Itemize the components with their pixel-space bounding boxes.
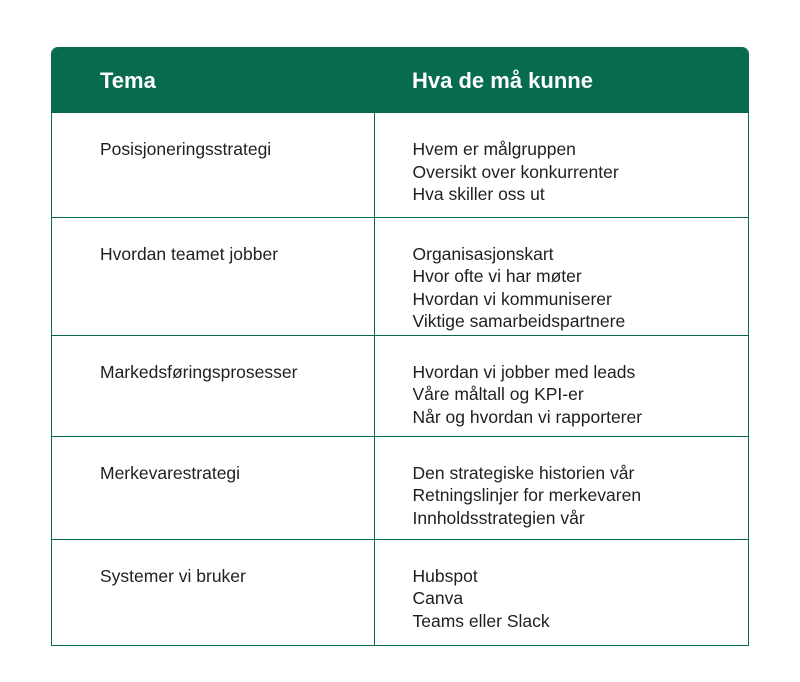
skill-item: Hva skiller oss ut [412, 184, 545, 204]
table-row [52, 335, 749, 436]
table-header-row [52, 48, 749, 113]
skill-item: Den strategiske historien vår [412, 462, 635, 483]
skill-item: Oversikt over konkurrenter [412, 161, 619, 182]
skill-item: Hvordan vi jobber med leads [412, 361, 636, 382]
table-row [52, 436, 749, 539]
row-skills [374, 539, 749, 645]
skill-item: Organisasjonskart [412, 243, 554, 264]
topics-table [52, 48, 749, 645]
skill-item: Hvordan vi kommuniserer [412, 288, 612, 309]
table-row [52, 217, 749, 335]
skill-item: Hvor ofte vi har møter [412, 266, 582, 286]
row-skills [374, 113, 749, 217]
header-topic: Tema [100, 67, 156, 93]
skill-item: Canva [412, 588, 464, 608]
skill-item: Våre måltall og KPI-er [412, 384, 584, 404]
table-row [52, 539, 749, 645]
row-topic: Hvordan teamet jobber [52, 217, 374, 335]
skill-item: Hvem er målgruppen [412, 139, 576, 159]
row-topic: Systemer vi bruker [52, 539, 374, 645]
onboarding-table [51, 47, 749, 646]
row-topic: Merkevarestrategi [52, 436, 374, 539]
table-row [52, 113, 749, 217]
skill-item: Hubspot [412, 565, 478, 586]
row-skills [374, 217, 749, 335]
skill-item: Retningslinjer for merkevaren [412, 485, 642, 505]
row-skills [374, 335, 749, 436]
header-skills: Hva de må kunne [412, 67, 593, 93]
skill-item: Viktige samarbeidspartnere [412, 311, 626, 331]
skill-item: Innholdsstrategien vår [412, 507, 585, 528]
skill-item: Når og hvordan vi rapporterer [412, 406, 643, 427]
row-topic: Markedsføringsprosesser [52, 335, 374, 436]
row-topic: Posisjoneringsstrategi [100, 139, 272, 159]
skill-item: Teams eller Slack [412, 610, 550, 631]
row-skills [374, 436, 749, 539]
